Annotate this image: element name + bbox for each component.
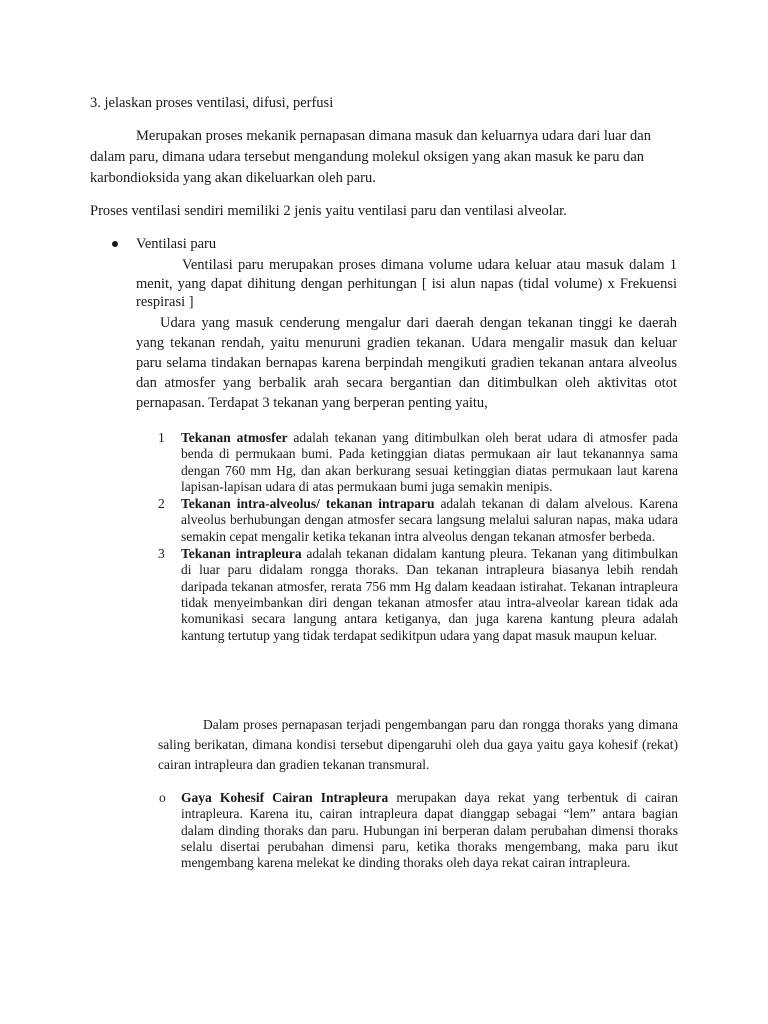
list-number: 1	[158, 430, 165, 445]
ventilasi-paru-explanation: Udara yang masuk cenderung mengalur dari daerah dengan tekanan tinggi ke daerah yang tekanan rendah, yaitu menuruni gradien tekanan. Udara mengalir masuk dan keluar paru selama tindakan bernapas karena berpindah mengikuti gradien tekanan antara alveolus dan atmosfer yang berbalik arah secara bergantian dan ditimbulkan oleh aktivitas otot pernapasan. Terdapat 3 tekanan yang berperan penting yaitu,	[136, 314, 677, 411]
term-description: adalah tekanan di dalam alvelous. Karena alveolus berhubungan dengan atmosfer secara langsung melalui saluran napas, maka udara semakin cepat mengalir ketika tekanan intra alveolus dengan tekanan atmosfer berbeda.	[181, 496, 679, 544]
list-item	[158, 496, 678, 545]
intro-paragraph	[90, 126, 678, 189]
ventilasi-paru-definition: Ventilasi paru merupakan proses dimana volume udara keluar atau masuk dalam 1 menit, yang dapat dihitung dengan perhitungan [ isi alun napas (tidal volume) x Frekuensi respirasi ]	[136, 257, 677, 310]
question-heading: 3. jelaskan proses ventilasi, difusi, perfusi	[90, 95, 334, 111]
list-item	[158, 790, 678, 871]
term-label: Tekanan intra-alveolus/ tekanan intraparu	[181, 496, 435, 512]
intro-line-3: karbondioksida yang akan dikeluarkan oleh paru.	[90, 170, 376, 186]
term-description: adalah tekanan yang ditimbulkan oleh berat udara di atmosfer pada benda di permukaan bumi. Pada ketinggian diatas permukaan air laut tekanannya sama dengan 760 mm Hg, dan akan berkurang sesuai ketinggian diatas permukaan laut karena lapisan-lapisan udara di atas permukaan bumi juga semakin menipis.	[181, 430, 678, 494]
term-label: Tekanan intrapleura	[181, 546, 302, 562]
term-label: Gaya Kohesif Cairan Intrapleura	[181, 790, 389, 805]
list-item	[158, 430, 678, 495]
intro-line-2: dalam paru, dimana udara tersebut mengandung molekul oksigen yang akan masuk ke paru dan	[90, 149, 645, 165]
ventilasi-paru-section	[136, 256, 677, 413]
term-label: Tekanan atmosfer	[181, 430, 288, 445]
term-description: adalah tekanan didalam kantung pleura. Tekanan yang ditimbulkan di luar paru didalam rongga thoraks. Dan tekanan intrapleura biasanya lebih rendah daripada tekanan atmosfer, rerata 756 mm Hg dalam keadaan istirahat. Tekanan intrapleura tidak menyeimbankan diri dengan tekanan atmosfer atau intra-alveolar karean tidak ada komunikasi secara langung antara ketiganya, dan juga karena kantung pleura adalah kantung tertutup yang tidak terdapat sedikitpun udara yang dapat masuk maupun keluar.	[181, 546, 678, 643]
intro-line-1: Merupakan proses mekanik pernapasan dimana masuk dan keluarnya udara dari luar dan	[136, 128, 651, 144]
bullet-title-ventilasi-paru: Ventilasi paru	[136, 236, 217, 252]
bullet-dot-icon	[112, 241, 118, 247]
list-item	[158, 546, 678, 644]
ventilation-types-sentence: Proses ventilasi sendiri memiliki 2 jenis yaitu ventilasi paru dan ventilasi alveolar.	[90, 203, 567, 219]
forces-list	[158, 790, 678, 871]
circle-bullet-icon: o	[159, 790, 166, 805]
list-number: 3	[158, 546, 165, 562]
list-number: 2	[158, 496, 165, 512]
pressure-list	[158, 430, 678, 645]
term-description: merupakan daya rekat yang terbentuk di cairan intrapleura. Karena itu, cairan intrapleura dapat dianggap sebagai “lem” antara bagian dalam dinding thoraks dan paru. Hubungan ini berperan dalam perubahan dimensi thoraks selalu disertai perubahan dimensi paru, ketika thoraks mengembang, maka paru ikut mengembang karena melekat ke dinding thoraks oleh daya rekat cairan intrapleura.	[181, 790, 678, 871]
breathing-forces-paragraph: Dalam proses pernapasan terjadi pengembangan paru dan rongga thoraks yang dimana saling berikatan, dimana kondisi tersebut dipengaruhi oleh dua gaya yaitu gaya kohesif (rekat) cairan intrapleura dan gradien tekanan transmural.	[158, 717, 678, 772]
